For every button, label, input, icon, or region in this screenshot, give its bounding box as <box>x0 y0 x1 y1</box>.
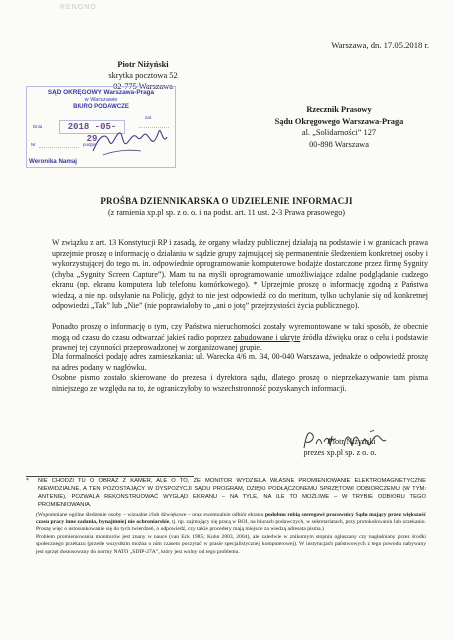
recipient-court: Sądu Okręgowego Warszawa-Praga <box>274 116 404 126</box>
paragraph-3-text: Dla formalności podaję adres zamieszkania: ul. Warecka 4/6 m. 34, 00-040 Warszawa, jednakże o odpowiedź proszę na adres podany w nagłówku. <box>52 352 428 372</box>
paragraph-3 <box>52 352 428 394</box>
stamp-nr-line <box>39 147 79 148</box>
sender-city: 02-775 Warszawa <box>113 82 173 92</box>
sender-name: Piotr Niżyński <box>117 60 169 69</box>
paragraph-1-main: W związku z art. 13 Konstytucji RP i zasadą, że organy władzy publicznej działają na podstawie i w granicach prawa uprzejmie proszę o informację o działaniu w sądzie grupy zajmującej się permanentnie śledzeniem konkretnej osoby i wykorzystującej do tego m. in. odpowiednie oprogramowanie komputerowe bodajże dostarczone przez firmę Sygnity (chyba „Sygnity Screen Capture”). Mam tu na myśli oprogramowanie umożliwiające zdalne podglądanie cudzego ekranu (np. ekranu komputera lub telefonu komórkowego). <box>52 238 428 289</box>
recipient-role: Rzecznik Prasowy <box>306 105 372 114</box>
paragraph-1 <box>52 238 428 312</box>
paragraph-2-underlined: zabudowane i ukryte <box>233 332 301 342</box>
faint-header-mark: RENONO <box>60 4 97 11</box>
stamp-handwritten-signature-icon <box>89 125 171 159</box>
paragraph-1-footnote-ref: * Uprzejmie proszę o informację zgodną z Państwa wiedzą, a nie np. odsyłanie na Policję, gdyż to nie jest odpowiedź co do meritum, tylko uchylanie się od konkretnej odpowiedzi „Tak” lub „Nie” (nie poprawiałoby to „ani o jotę” przejrzystości życia publicznego). <box>52 280 428 310</box>
recipient-street: al. „Solidarności” 127 <box>301 128 377 137</box>
document-title: PROŚBA DZIENNIKARSKA O UDZIELENIE INFORMACJI <box>100 196 353 206</box>
footnote-divider <box>26 476 194 477</box>
paragraph-2 <box>52 322 428 354</box>
stamp-court: SĄD OKRĘGOWY Warszawa-Praga <box>47 89 155 96</box>
stamp-date: 2018 -05- 29 <box>59 120 125 134</box>
footnote-note-2: Problem promieniowania monitorów jest znany w nauce (van Eck 1985; Kuhn 2003, 2004), ale zaledwie w znikomym stopniu ogłaszany czy nagłaśniany przez środki społecznego przekazu (przede wszystkim można o nim czasem poczytać w prasie specjalistycznej komputerowej). W instytucjach państwowych z tego powodu nabywany jest sprzęt dostosowany do normy NATO „SDIP-27A”, który jest wolny od tego problemu. <box>36 534 426 555</box>
stamp-office: BIURO PODAWCZE <box>73 104 129 110</box>
stamp-nr-label: Nr <box>31 142 36 147</box>
footnote-note-1: (Wspomniane ogólne śledzenie osoby – wizualne i/lub dźwiękowe – oraz ewentualnie odbiór ekranu podobno robią szeregowi pracownicy Sądu mający przez większość czasu pracy inne zadania, bynajmniej nie ochroniarskie, tj. np. zajmujący się pracą w BOI, na biurach podawczych, w sekretariatach, przy protokołowaniu lub orzekaniu. Proszę więc o ustosunkowanie się do tych twierdzeń, o odpowiedź, czy takie procedery mają miejsce za wiedzą adresata pisma.) <box>36 511 426 533</box>
paragraph-2-end: źródła dźwięku oraz o celu i podstawie prawnej tej czynności przeprowadzonej w zorganizowanej grupie. <box>52 332 428 352</box>
date-line: Warszawa, dn. 17.05.2018 r. <box>331 40 429 50</box>
recipient-block <box>264 104 414 150</box>
recipient-city: 00-898 Warszawa <box>309 139 369 149</box>
court-registry-stamp <box>26 86 176 168</box>
footnote-note-1-bold: podobno robią szeregowi pracownicy Sądu mający przez większość czasu pracy inne zadania, bynajmniej nie ochroniarskie <box>36 511 426 525</box>
document-subtitle: (z ramienia xp.pl sp. z o. o. i na podst. art. 11 ust. 2-3 Prawa prasowego) <box>107 208 346 217</box>
stamp-signature-label: podpis <box>83 142 97 147</box>
paragraph-4-text: Osobne pismo zostało skierowane do prezesa i dyrektora sądu, dlatego proszę o nieprzekazywanie tam pisma niniejszego ze względu na to, że ograniczyłoby to wszechstronność pozyskanych informacji. <box>52 373 428 393</box>
footnote <box>26 478 426 556</box>
signature-org: prezes xp.pl sp. z o. o. <box>303 448 377 457</box>
sender-po-box: skrytka pocztowa 52 <box>108 71 178 81</box>
signature-block <box>282 436 398 458</box>
stamp-clerk-name: Weronika Namaj <box>29 158 78 165</box>
stamp-date-label: Dnia <box>33 124 43 129</box>
paragraph-2-start: Ponadto proszę o informację o tym, czy Państwa nieruchomości zostały wyremontowane w taki sposób, że obecnie mogą od czasu do czasu odtwarzać jakieś radio poprzez <box>52 322 428 342</box>
footnote-star: * <box>26 478 29 484</box>
footnote-caps-text: NIE CHODZI TU O OBRAZ Z KAMER, ALE O TO, ŻE MONITOR WYDZIELA WŁASNE PROMIENIOWANIE ELEKTROMAGNETYCZNE NIEWIDZIALNE, A TEN POZOSTAJĄCY W DYSPOZYCJI SĄDU PROGRAM, DZIĘKI PODŁĄCZONEMU SPRZĘTOWI ODBIORCZEMU (W TYM: ANTENIE), POZWALA REKONSTRUOWAĆ WYGLĄD EKRANU – NA TYLE, NA ILE TO MOŻLIWE – W TRYBIE ODBIORU TEGO PROMIENIOWANIA. <box>38 478 426 508</box>
signature-name: Piotr Niżyński <box>328 437 376 446</box>
stamp-city: w Warszawie <box>84 97 118 103</box>
stamp-attachments-label: zał. <box>145 115 153 120</box>
